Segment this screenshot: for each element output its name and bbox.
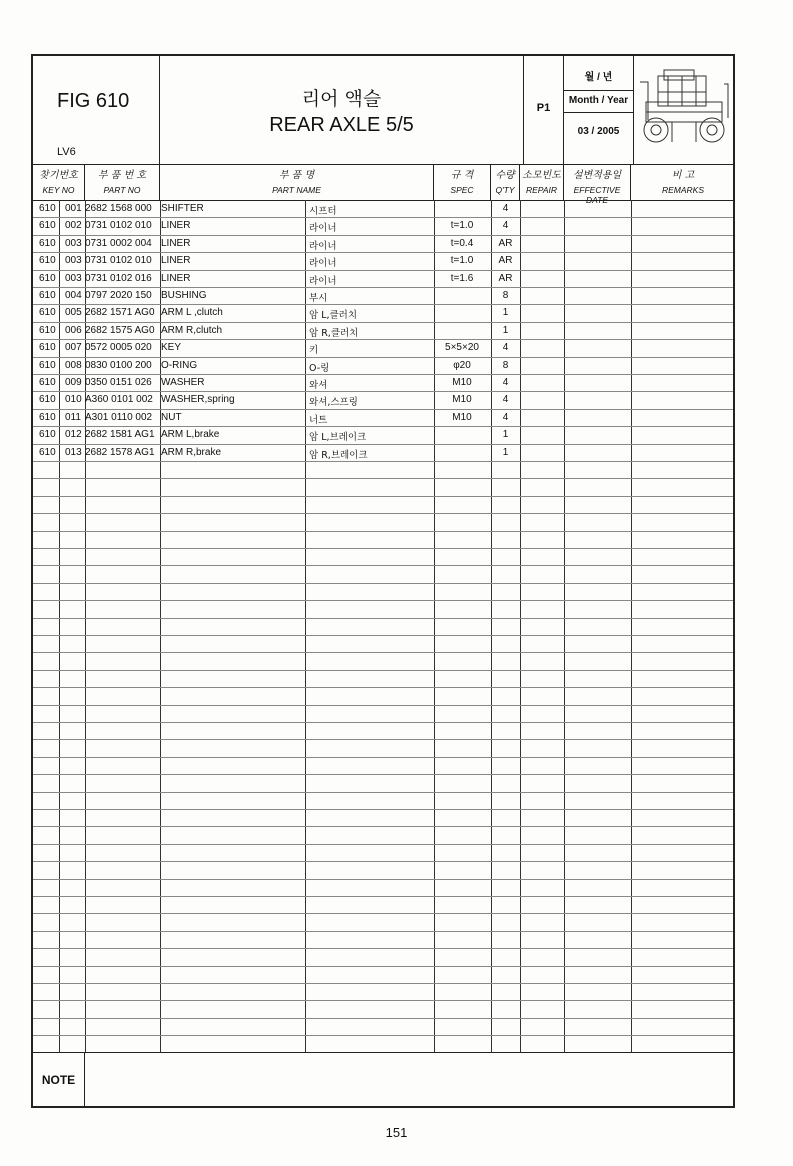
col-effective-date-ko: 설변적용일	[572, 170, 622, 181]
note-label: NOTE	[33, 1053, 85, 1107]
cell-spec: t=1.6	[450, 272, 474, 284]
cell-part: 0797 2020 150	[85, 290, 152, 301]
page-code: P1	[536, 102, 551, 114]
parts-table	[33, 200, 733, 1052]
cell-fig: 610	[39, 411, 56, 423]
cell-name-ko: 와셔	[309, 380, 328, 391]
cell-fig: 610	[39, 342, 56, 354]
cell-name: LINER	[161, 272, 191, 284]
title-korean: 리어 액슬	[301, 88, 382, 110]
col-qty	[491, 164, 520, 200]
col-spec-ko: 규 격	[450, 170, 474, 181]
cell-key: 003	[65, 237, 82, 249]
cell-fig: 610	[39, 290, 56, 301]
table-row	[33, 270, 733, 287]
cell-part: 0731 0102 010	[85, 255, 152, 267]
col-part-name-ko: 부 품 명	[278, 170, 315, 181]
col-qty-en: Q'TY	[495, 185, 515, 195]
date-cell	[564, 56, 634, 164]
cell-part: 2682 1571 AG0	[85, 307, 155, 319]
table-row	[33, 235, 733, 252]
cell-part: 2682 1575 AG0	[85, 324, 155, 336]
cell-qty: 4	[502, 342, 509, 354]
col-part-no-ko: 부 품 번 호	[97, 170, 147, 181]
cell-key: 005	[65, 307, 82, 319]
date-label-english: Month / Year	[564, 90, 633, 113]
cell-qty: 8	[502, 290, 509, 301]
cell-name: ARM L,brake	[161, 429, 220, 441]
cell-fig: 610	[39, 307, 56, 319]
col-repair-ko: 소모빈도	[522, 170, 561, 181]
note-section	[33, 1052, 733, 1107]
cell-fig: 610	[39, 255, 56, 267]
col-part-name-en: PART NAME	[272, 185, 321, 195]
cell-part: 0731 0102 010	[85, 220, 152, 232]
col-key-no-en: KEY NO	[42, 185, 75, 195]
cell-key: 013	[65, 446, 82, 458]
cell-qty: 8	[502, 359, 509, 371]
cell-fig: 610	[39, 237, 56, 249]
table-row	[33, 339, 733, 356]
table-row	[33, 287, 733, 304]
column-header-row	[33, 164, 733, 205]
cell-spec: t=1.0	[450, 255, 474, 267]
cell-fig: 610	[39, 272, 56, 284]
cell-fig: 610	[39, 394, 56, 406]
table-row	[33, 426, 733, 443]
cell-part: A301 0110 002	[85, 411, 153, 423]
cell-spec: M10	[452, 411, 472, 423]
cell-name: O-RING	[161, 359, 198, 371]
cell-fig: 610	[39, 220, 56, 232]
cell-part: 2682 1578 AG1	[85, 446, 155, 458]
table-row	[33, 374, 733, 391]
cell-name-ko: 암 R,브레이크	[309, 449, 368, 461]
cell-qty: AR	[498, 255, 513, 267]
date-label-korean: 월 / 년	[564, 66, 633, 91]
cell-name: SHIFTER	[161, 203, 204, 214]
cell-name: LINER	[161, 255, 191, 267]
cell-name-ko: 암 L,브레이크	[309, 432, 367, 444]
cell-name: WASHER	[161, 377, 205, 388]
col-spec-en: SPEC	[450, 185, 474, 195]
page-header	[33, 56, 733, 165]
cell-qty: AR	[498, 237, 513, 249]
cell-name-ko: 시프터	[309, 206, 337, 217]
cell-fig: 610	[39, 203, 56, 214]
cell-key: 008	[65, 359, 82, 371]
cell-qty: 4	[502, 394, 509, 406]
cell-qty: 1	[502, 429, 509, 441]
cell-key: 001	[65, 203, 82, 214]
cell-fig: 610	[39, 377, 56, 388]
cell-fig: 610	[39, 446, 56, 458]
cell-name-ko: 키	[309, 345, 319, 357]
table-row	[33, 304, 733, 321]
col-remarks-ko: 비 고	[671, 170, 695, 181]
table-row	[33, 217, 733, 234]
col-part-name	[160, 164, 434, 200]
cell-name-ko: 라이너	[309, 240, 337, 252]
col-key-no-ko: 찾기번호	[39, 170, 78, 181]
cell-spec: t=0.4	[450, 237, 474, 249]
cell-qty: 4	[502, 411, 509, 423]
cell-qty: 4	[502, 203, 509, 214]
col-key-no	[33, 164, 85, 200]
table-row	[33, 444, 733, 461]
cell-part: 0731 0102 016	[85, 272, 152, 284]
figure-cell	[33, 56, 160, 164]
cell-qty: 4	[502, 220, 509, 232]
cell-key: 003	[65, 255, 82, 267]
cell-fig: 610	[39, 324, 56, 336]
col-remarks-en: REMARKS	[661, 185, 705, 195]
page-code-cell	[524, 56, 564, 164]
col-part-no	[85, 164, 160, 200]
cell-part: 0731 0002 004	[85, 237, 152, 249]
col-repair	[520, 164, 564, 200]
cell-fig: 610	[39, 359, 56, 371]
cell-name: ARM L ,clutch	[161, 307, 223, 319]
cell-name: ARM R,brake	[161, 446, 222, 458]
table-row	[33, 357, 733, 374]
cell-name-ko: 너트	[309, 414, 328, 426]
cell-part: 0350 0151 026	[85, 377, 152, 388]
cell-name-ko: 라이너	[309, 223, 337, 235]
model-code: LV6	[57, 146, 76, 158]
cell-name: LINER	[161, 220, 191, 232]
cell-qty: 4	[502, 377, 509, 388]
figure-number: FIG 610	[57, 90, 130, 112]
cell-spec: t=1.0	[450, 220, 474, 232]
cell-qty: 1	[502, 324, 509, 336]
cell-part: 0830 0100 200	[85, 359, 152, 371]
title-english: REAR AXLE 5/5	[269, 114, 414, 136]
cell-part: 2682 1568 000	[85, 203, 152, 214]
title-cell	[160, 56, 524, 164]
cell-key: 006	[65, 324, 82, 336]
cell-key: 011	[65, 411, 81, 423]
col-repair-en: REPAIR	[525, 185, 558, 195]
col-part-no-en: PART NO	[103, 185, 141, 195]
cell-name-ko: O-링	[309, 362, 330, 374]
cell-key: 003	[65, 272, 82, 284]
cell-spec: 5×5×20	[445, 342, 479, 354]
table-row	[33, 409, 733, 426]
cell-spec: φ20	[453, 359, 471, 371]
cell-key: 012	[65, 429, 82, 441]
cell-key: 007	[65, 342, 82, 354]
cell-key: 004	[65, 290, 82, 301]
cell-part: A360 0101 002	[85, 394, 153, 406]
table-row	[33, 322, 733, 339]
cell-part: 2682 1581 AG1	[85, 429, 155, 441]
col-effective-date	[564, 164, 631, 205]
cell-spec: M10	[452, 377, 472, 388]
cell-name: WASHER,spring	[161, 394, 235, 406]
cell-qty: 1	[502, 307, 509, 319]
table-row	[33, 200, 733, 217]
cell-name-ko: 부시	[309, 293, 328, 304]
cell-fig: 610	[39, 429, 56, 441]
cell-name: NUT	[161, 411, 182, 423]
cell-part: 0572 0005 020	[85, 342, 152, 354]
illustration-cell	[634, 56, 735, 164]
parts-catalog-page	[31, 54, 735, 1108]
tractor-illustration-icon	[638, 62, 730, 156]
col-qty-ko: 수량	[495, 170, 515, 181]
col-remarks	[631, 164, 735, 200]
date-value: 03 / 2005	[577, 126, 620, 137]
cell-name-ko: 암 L,클러치	[309, 310, 358, 322]
col-effective-date-en: EFFECTIVE DATE	[573, 185, 621, 205]
cell-name-ko: 와셔,스프링	[309, 397, 358, 409]
table-row	[33, 252, 733, 269]
cell-key: 002	[65, 220, 82, 232]
cell-name-ko: 라이너	[309, 275, 337, 287]
cell-name-ko: 암 R,클러치	[309, 327, 359, 339]
cell-qty: 1	[502, 446, 509, 458]
cell-key: 010	[65, 394, 82, 406]
cell-qty: AR	[498, 272, 513, 284]
cell-key: 009	[65, 377, 82, 388]
cell-name: KEY	[161, 342, 182, 354]
cell-name: BUSHING	[161, 290, 207, 301]
cell-name-ko: 라이너	[309, 258, 337, 270]
table-row	[33, 391, 733, 408]
cell-name: LINER	[161, 237, 191, 249]
page-number: 151	[385, 1125, 408, 1140]
cell-spec: M10	[452, 394, 472, 406]
col-spec	[434, 164, 491, 200]
cell-name: ARM R,clutch	[161, 324, 223, 336]
